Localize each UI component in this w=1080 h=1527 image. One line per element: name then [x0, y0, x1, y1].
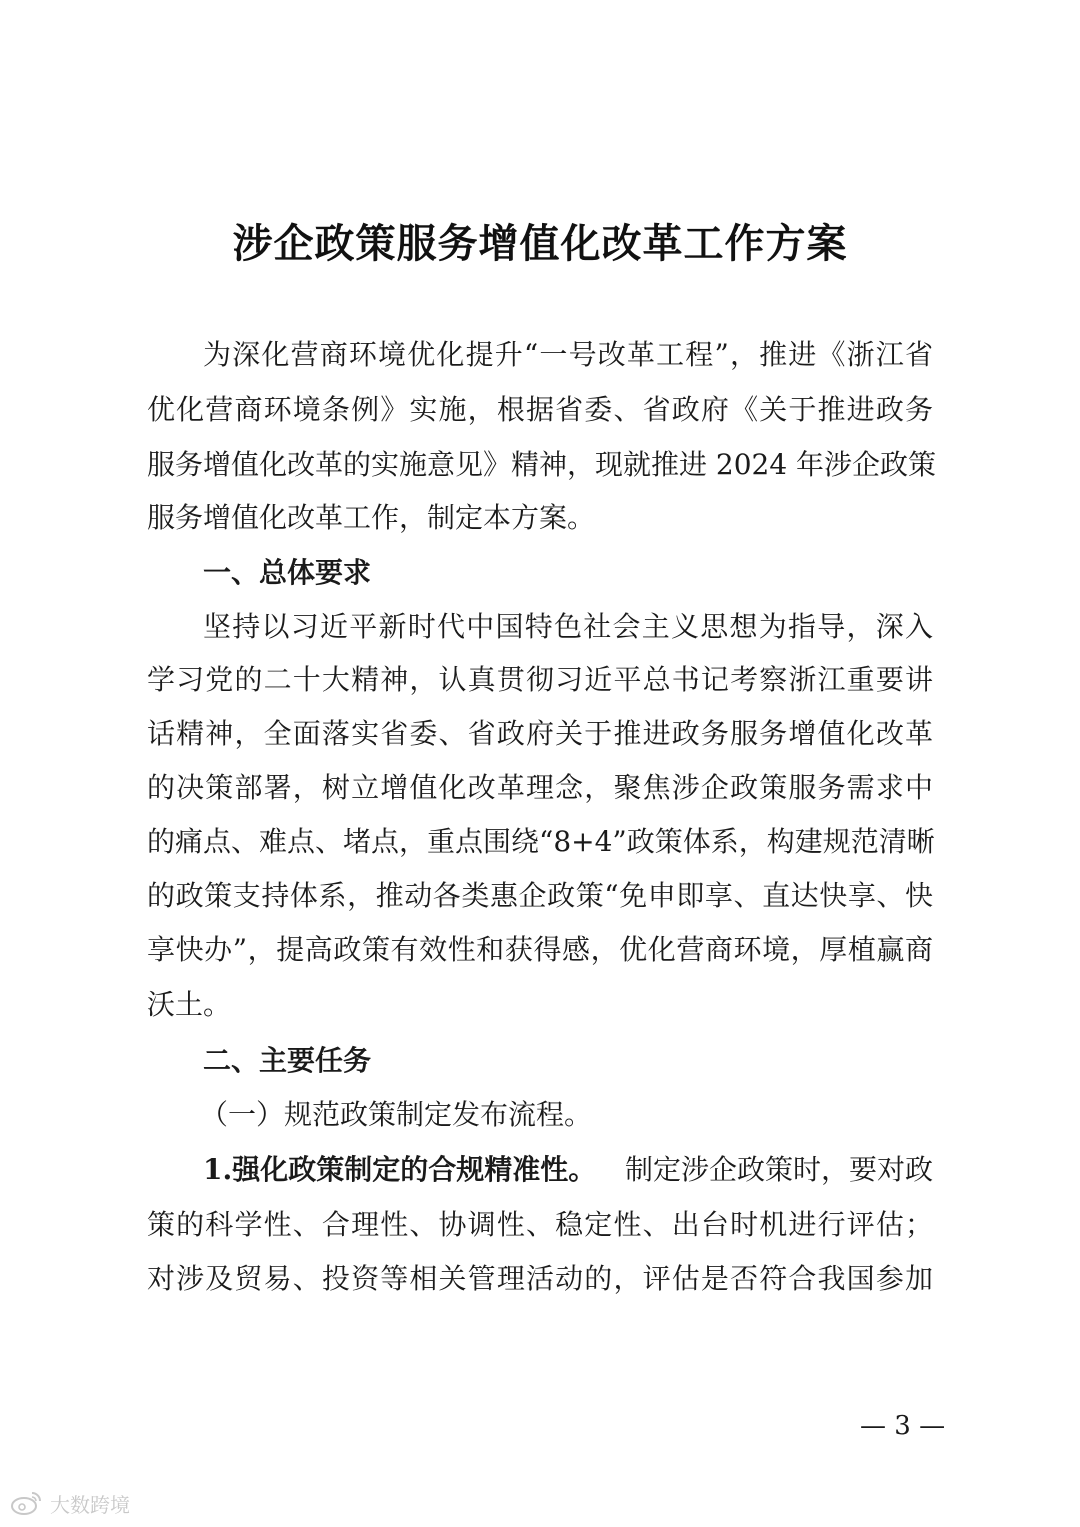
subsection-1-heading: （一）规范政策制定发布流程。 [200, 1098, 593, 1131]
section-1-line-4: 的决策部署，树立增值化改革理念，聚焦涉企政策服务需求中 [147, 771, 933, 804]
item-1-line-3: 对涉及贸易、投资等相关管理活动的，评估是否符合我国参加 [147, 1262, 933, 1295]
section-1-line-7: 享快办”，提高政策有效性和获得感，优化营商环境，厚植赢商 [147, 933, 933, 966]
item-1-line-2: 策的科学性、合理性、协调性、稳定性、出台时机进行评估； [147, 1208, 933, 1241]
watermark [10, 1488, 130, 1518]
section-1-line-5: 的痛点、难点、堵点，重点围绕“8+4”政策体系，构建规范清晰 [147, 825, 935, 858]
section-2-heading: 二、主要任务 [203, 1044, 372, 1077]
page-number: — 3 — [860, 1411, 946, 1441]
section-1-line-3: 话精神，全面落实省委、省政府关于推进政务服务增值化改革 [147, 717, 933, 750]
section-1-line-8: 沃土。 [147, 988, 232, 1021]
section-1-line-2: 学习党的二十大精神，认真贯彻习近平总书记考察浙江重要讲 [147, 663, 933, 696]
watermark-text: 大数跨境 [50, 1492, 130, 1517]
weibo-logo-icon [10, 1489, 44, 1517]
intro-line-1: 为深化营商环境优化提升“一号改革工程”，推进《浙江省 [203, 338, 933, 371]
intro-line-2: 优化营商环境条例》实施，根据省委、省政府《关于推进政务 [147, 393, 933, 426]
item-1-line-1 [203, 1150, 933, 1190]
intro-line-3: 服务增值化改革的实施意见》精神，现就推进 2024 年涉企政策 [147, 448, 937, 481]
item-1-bold-lead: 1.强化政策制定的合规精准性。 [203, 1153, 597, 1186]
section-1-heading: 一、总体要求 [203, 556, 372, 589]
section-1-line-6: 的政策支持体系，推动各类惠企政策“免申即享、直达快享、快 [147, 879, 933, 912]
document-title: 涉企政策服务增值化改革工作方案 [232, 220, 848, 267]
section-1-line-1: 坚持以习近平新时代中国特色社会主义思想为指导，深入 [203, 610, 933, 643]
intro-line-4: 服务增值化改革工作，制定本方案。 [147, 501, 596, 534]
item-1-lead-rest: 制定涉企政策时，要对政 [624, 1153, 933, 1186]
